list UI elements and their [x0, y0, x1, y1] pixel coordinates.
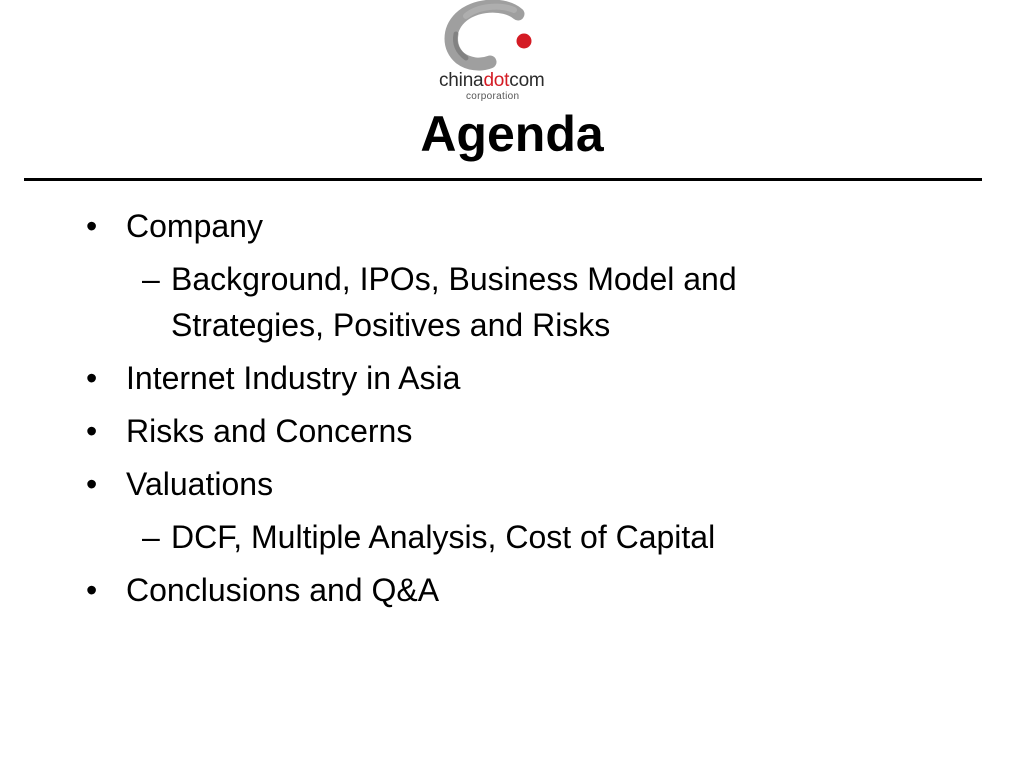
- slide-title: Agenda: [420, 106, 604, 162]
- bullet-icon: •: [86, 208, 98, 244]
- agenda-item-valuations: Valuations: [126, 466, 274, 502]
- agenda-subitem-background: Background, IPOs, Business Model and Strategies, Positives and Risks: [171, 261, 737, 343]
- agenda-item-conclusions: Conclusions and Q&A: [126, 572, 440, 608]
- agenda-item-risks: Risks and Concerns: [126, 413, 413, 449]
- bullet-icon: •: [86, 360, 98, 396]
- dash-icon: –: [142, 261, 160, 297]
- bullet-icon: •: [86, 413, 98, 449]
- agenda-item-internet-industry: Internet Industry in Asia: [126, 360, 461, 396]
- agenda-subitem-dcf: DCF, Multiple Analysis, Cost of Capital: [171, 519, 716, 555]
- bullet-icon: •: [86, 466, 98, 502]
- agenda-item-company: Company: [126, 208, 263, 244]
- logo-wordmark: chinadotcom: [439, 70, 545, 91]
- dash-icon: –: [142, 519, 160, 555]
- logo-subtitle: corporation: [466, 91, 520, 102]
- bullet-icon: •: [86, 572, 98, 608]
